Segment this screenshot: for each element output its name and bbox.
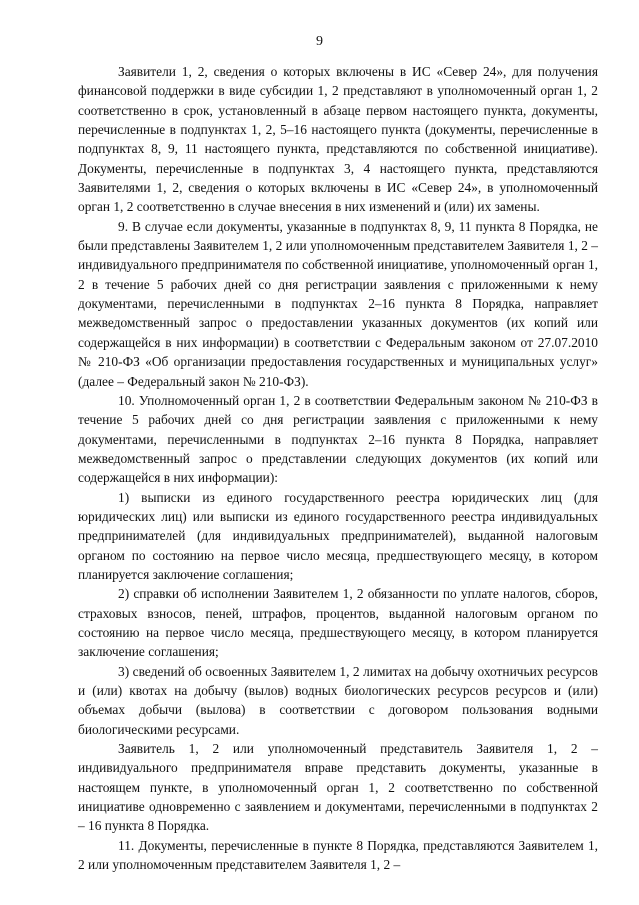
paragraph-applicant-right: Заявитель 1, 2 или уполномоченный представитель Заявителя 1, 2 – индивидуального предпринимателя вправе представить документы, указанные в настоящем пункте, в уполномоченный орган 1, 2 соответственно по собственной инициативе одновременно с заявлением и документами, перечисленными в подпунктах 2 – 16 пункта 8 Порядка. (78, 741, 598, 834)
page-number: 9 (316, 34, 323, 49)
paragraph-item-9: 9. В случае если документы, указанные в подпунктах 8, 9, 11 пункта 8 Порядка, не были представлены Заявителем 1, 2 или уполномоченным представителем Заявителя 1, 2 – индивидуального предпринимателя по собственной инициативе, уполномоченный орган 1, 2 в течение 5 рабочих дней со дня регистрации заявления с приложенными к нему документами, перечисленными в подпунктах 2–16 пункта 8 Порядка, направляет межведомственный запрос о предоставлении указанных документов (их копий или содержащейся в них информации) в соответствии с Федеральным законом от 27.07.2010 № 210-ФЗ «Об организации предоставления государственных и муниципальных услуг» (далее – Федеральный закон № 210-ФЗ). (78, 218, 598, 389)
paragraph-subitem-3: 3) сведений об освоенных Заявителем 1, 2 лимитах на добычу охотничьих ресурсов и (или) квотах на добычу (вылов) водных биологических ресурсов ресурсов и (или) объемах добычи (вылова) в соответствии с договором пользования водными биологическими ресурсами. (78, 663, 598, 737)
paragraph-item-11: 11. Документы, перечисленные в пункте 8 Порядка, представляются Заявителем 1, 2 или уполномоченным представителем Заявителя 1, 2 – (78, 837, 598, 873)
paragraph-item-10: 10. Уполномоченный орган 1, 2 в соответствии Федеральным законом № 210-ФЗ в течение 5 рабочих дней со дня регистрации заявления с приложенными к нему документами, перечисленными в подпунктах 2–16 пункта 8 Порядка, направляет межведомственный запрос о представлении следующих документов (их копий или содержащейся в них информации): (78, 392, 598, 486)
paragraph-applicants-sever24: Заявители 1, 2, сведения о которых включены в ИС «Север 24», для получения финансовой поддержки в виде субсидии 1, 2 представляют в уполномоченный орган 1, 2 соответственно в срок, установленный в абзаце первом настоящего пункта, документы, перечисленные в подпунктах 1, 2, 5–16 настоящего пункта (документы, перечисленные в подпунктах 8, 9, 11 настоящего пункта, представляются по собственной инициативе). Документы, перечисленные в подпунктах 3, 4 настоящего пункта, представляются Заявителями 1, 2, сведения о которых включены в ИС «Север 24», в уполномоченный орган 1, 2 соответственно в случае внесения в них изменений и (или) их замены. (78, 64, 598, 215)
document-body (78, 62, 598, 874)
paragraph-subitem-2: 2) справки об исполнении Заявителем 1, 2 обязанности по уплате налогов, сборов, страховых взносов, пеней, штрафов, процентов, выданной налоговым органом по состоянию на первое число месяца, предшествующего месяцу, в котором планируется заключение соглашения; (78, 586, 598, 660)
paragraph-subitem-1: 1) выписки из единого государственного реестра юридических лиц (для юридических лиц) или выписки из единого государственного реестра индивидуальных предпринимателей (для индивидуальных предпринимателей), выданной налоговым органом по состоянию на первое число месяца, предшествующего месяцу, в котором планируется заключение соглашения; (78, 489, 598, 582)
